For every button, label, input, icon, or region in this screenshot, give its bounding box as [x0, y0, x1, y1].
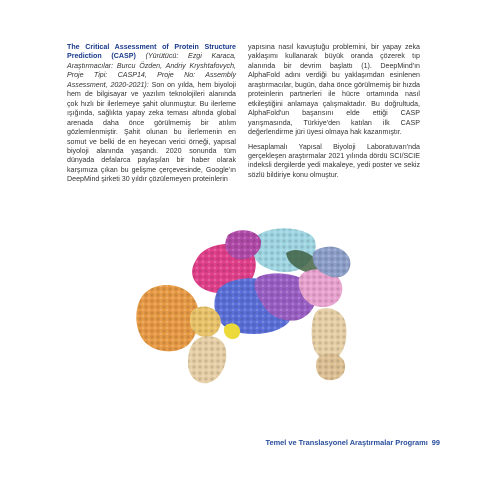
right-paragraph-1: yapısına nasıl kavuştuğu problemini, bir yapay zeka yaklaşımı kullanarak büyük oranda çözerek tıp alanında bir devrim başlattı (1). DeepMind'ın AlphaFold adını verdiği bu yaklaşımdan esinlenen araştırmacılar, bugün, daha önce görülmemiş bir hızda proteinlerin partnerleri ile hücre ortamında nasıl etkileştiğini anlamaya çalışmaktadır. Bu doğrultuda, AlphaFold'un başarısını elde ettiği CASP yarışmasında, Türkiye'den katılan ilk CASP değerlendirme jüri üyesi olmaya hak kazanmıştır.	[248, 43, 420, 137]
project-title: The Critical Assessment of Protein Structure Prediction (CASP)	[67, 43, 236, 61]
orange-subunit	[136, 285, 199, 351]
project-meta: (Yürütücü: Ezgi Karaca, Araştırmacılar: Burcu Özden, Andriy Kryshtafovych, Proje Tipi: CASP14, Proje No: Assembly Assessment, 2020-2021):	[67, 52, 236, 89]
left-text-column	[67, 43, 236, 185]
beige-left-leg	[188, 336, 226, 383]
protein-complex-figure	[108, 215, 388, 390]
protein-complex-illustration	[108, 215, 388, 390]
beige-right-foot	[316, 353, 345, 380]
right-paragraph-2: Hesaplamalı Yapısal Biyoloji Laboratuvarı'nda gerçekleşen araştırmalar 2021 yılında dördü SCI/SCIE indeksli dergilerde yedi makaleye, yedi poster ve sekiz sözlü bildiriye konu olmuştur.	[248, 142, 420, 179]
left-paragraph	[67, 43, 236, 185]
left-body-text: Son on yılda, hem biyoloji hem de bilgisayar ve yazılım teknolojileri alanında çok hızlı bir ilerlemeye şahit olunmuştur. Bu ilerleme ışığında, sağlıkta yapay zeka teması altında global arenada daha önce görülmemiş bir atılım gözlemlenmiştir. Şahit olunan bu ilerlemenin en somut ve belki de en heyecan verici örneği, yapısal biyoloji alanında yaşandı. 2020 sonunda tüm dünyada defalarca paylaşılan bir haber olarak karşımıza çıkan bu gelişme çerçevesinde, Google'ın DeepMind şirketi 30 yıldır çözülemeyen proteinlerin	[67, 80, 236, 184]
beige-right-leg	[312, 308, 347, 360]
right-text-column	[248, 43, 420, 180]
running-title: Temel ve Translasyonel Araştırmalar Programı	[265, 438, 428, 447]
page-footer	[0, 438, 440, 447]
page-number: 99	[431, 438, 440, 447]
yellow-fragment	[224, 323, 240, 339]
